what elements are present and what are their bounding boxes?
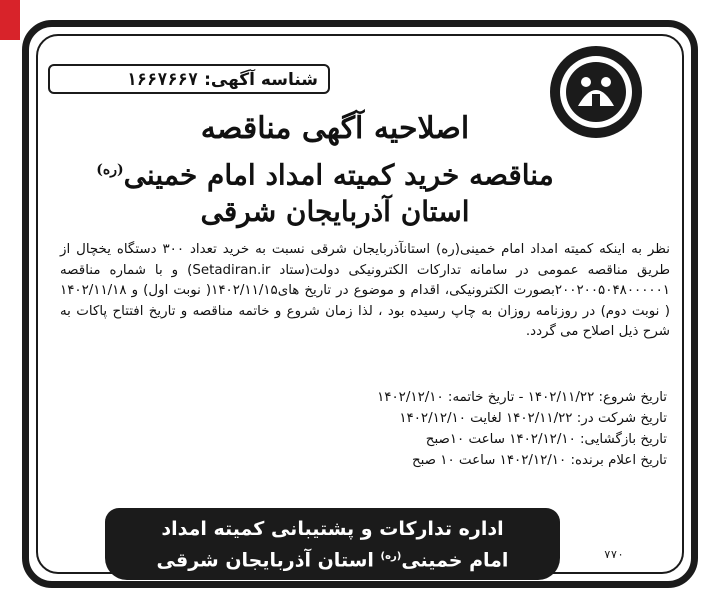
ad-id-box	[48, 64, 330, 94]
footer-line-2-a: امام خمینی	[401, 549, 509, 572]
footer-banner	[105, 508, 560, 580]
footer-honorific: (ره)	[380, 551, 402, 562]
date-participation: تاریخ شرکت در: ۱۴۰۲/۱۱/۲۲ لغایت ۱۴۰۲/۱۲/۱۰	[399, 411, 667, 426]
footer-line-2	[105, 543, 560, 574]
date-winner: تاریخ اعلام برنده: ۱۴۰۲/۱۲/۱۰ ساعت ۱۰ صبح	[411, 453, 667, 468]
date-start-end: تاریخ شروع: ۱۴۰۲/۱۱/۲۲ - تاریخ خاتمه: ۱۴۰۲/۱۲/۱۰	[377, 390, 667, 405]
title-province: استان آذربایجان شرقی	[200, 195, 470, 228]
body-paragraph: نظر به اینکه کمیته امداد امام خمینی(ره) استانآذربایجان شرقی نسبت به خرید تعداد ۳۰۰ دستگاه یخچال از طریق مناقصه عمومی در سامانه تدارکات الکترونیکی دولت(ستاد Setadiran.ir) و با شماره مناقصه ۲۰۰۲۰۰۵۰۴۸۰۰۰۰۰۱بصورت الکترونیکی، اقدام و موضوع در تاریخ های۱۴۰۲/۱۱/۱۵( نوبت اول) و ۱۴۰۲/۱۱/۱۸ ( نوبت دوم) در روزنامه روزان به چاپ رسیده بود ، لذا زمان شروع و خاتمه مناقصه و تاریخ افتتاح پاکات به شرح ذیل اصلاح می گردد.	[60, 242, 670, 339]
title-correction: اصلاحیه آگهی مناقصه	[200, 111, 470, 146]
title-tender	[90, 152, 560, 193]
title-tender-text: مناقصه خرید کمیته امداد امام خمینی	[123, 158, 554, 192]
footer-line-2-b: استان آذربایجان شرقی	[156, 549, 381, 572]
ad-id-number: ۱۶۶۷۶۶۷	[126, 70, 199, 90]
red-corner-mark	[0, 0, 20, 40]
dates-list	[215, 387, 667, 471]
emda-committee-emblem-icon	[548, 44, 644, 140]
footer-line-1: اداره تدارکات و پشتیبانی کمیته امداد	[161, 518, 504, 540]
ad-id-label: شناسه آگهی:	[204, 70, 318, 90]
ad-code: ۷۷۰	[604, 548, 624, 561]
date-opening: تاریخ بازگشایی: ۱۴۰۲/۱۲/۱۰ ساعت ۱۰صبح	[425, 432, 667, 447]
title-tender-honorific: (ره)	[96, 162, 124, 178]
